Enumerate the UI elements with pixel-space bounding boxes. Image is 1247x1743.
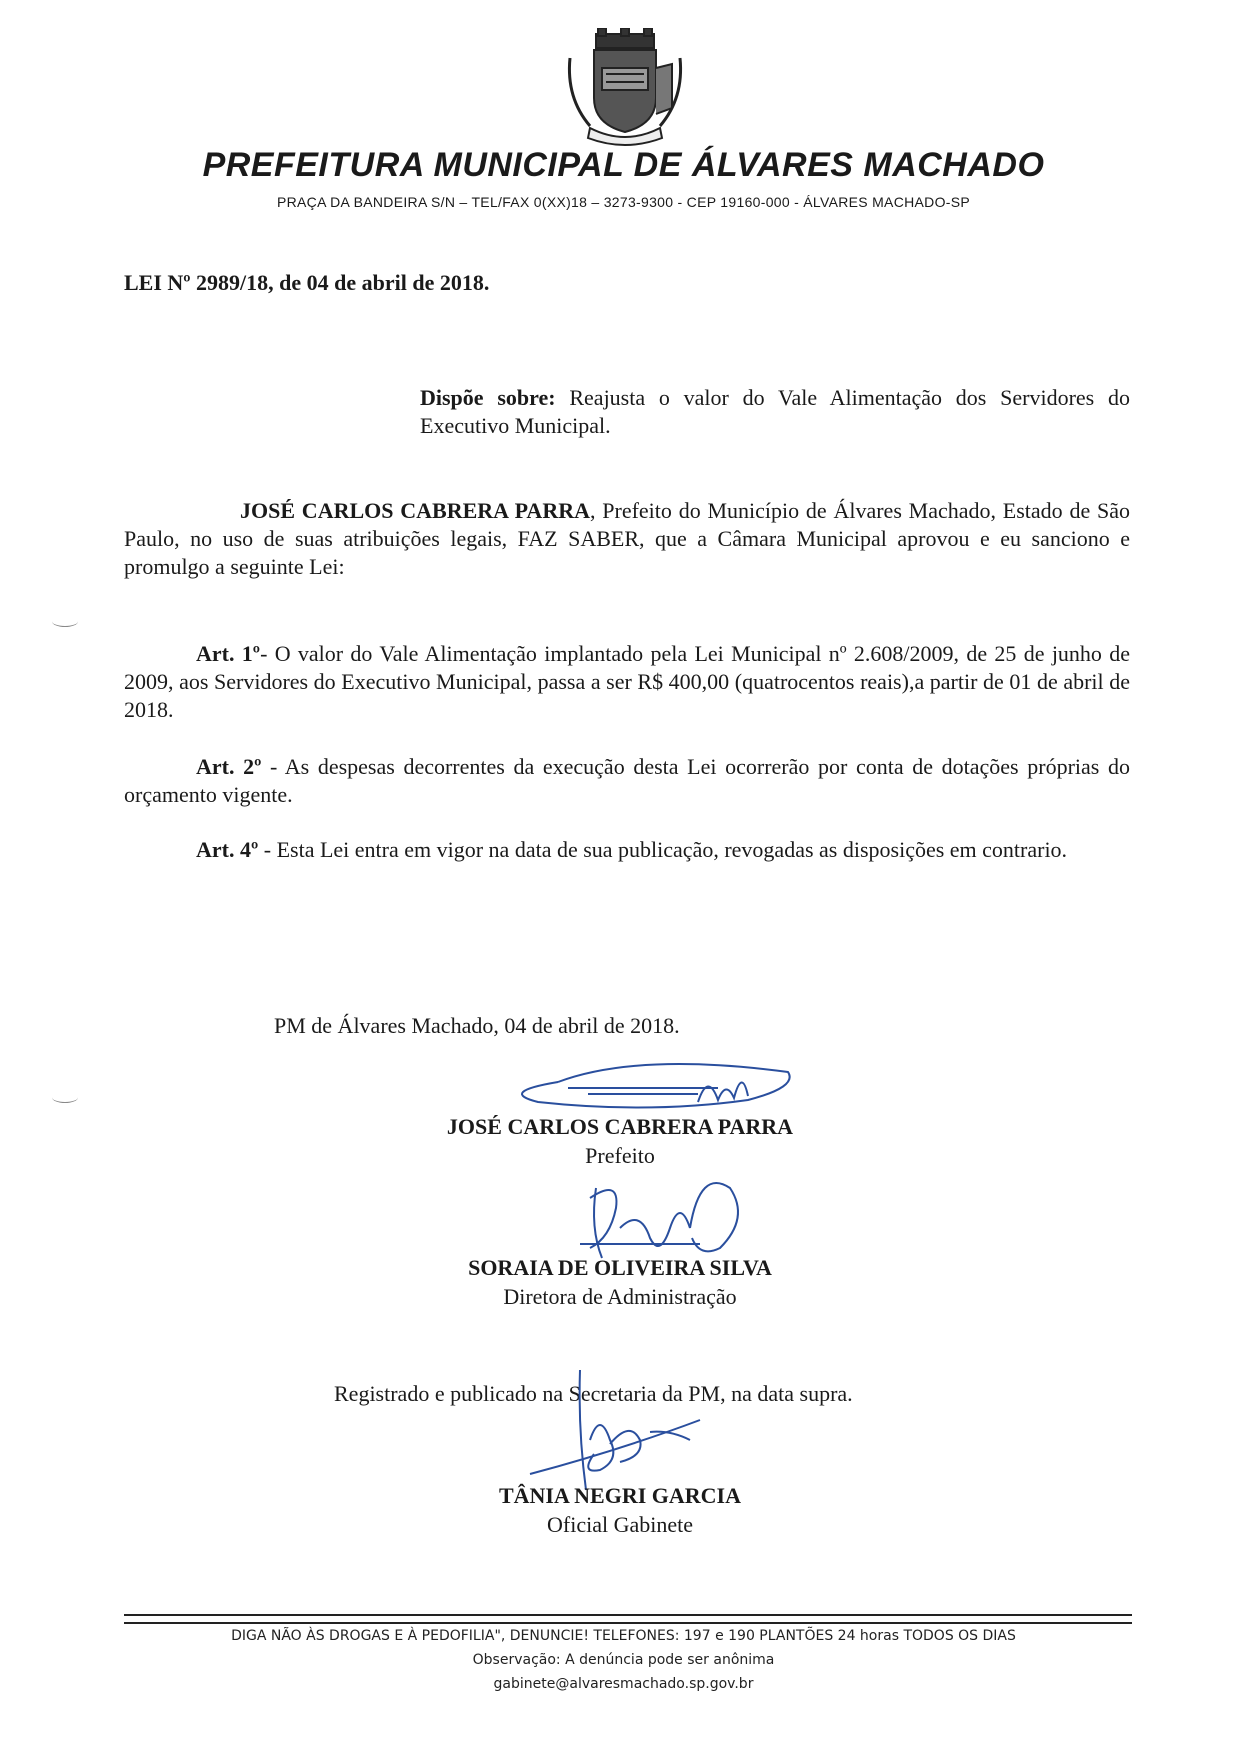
article-2 <box>124 753 1130 809</box>
registro-text: Registrado e publicado na Secretaria da PM, na data supra. <box>334 1381 853 1406</box>
article-1 <box>124 640 1130 724</box>
punch-hole-mark <box>52 616 78 627</box>
article-label: Art. 2º <box>196 754 262 779</box>
municipal-coat-of-arms-icon <box>560 28 690 152</box>
org-title: PREFEITURA MUNICIPAL DE ÁLVARES MACHADO <box>202 146 1045 184</box>
org-address: PRAÇA DA BANDEIRA S/N – TEL/FAX 0(XX)18 – 3273-9300 - CEP 19160-000 - ÁLVARES MACHADO-SP <box>277 194 970 210</box>
preamble-text: , Prefeito do Município de Álvares Machado, Estado de São Paulo, no uso de suas atribuições legais, FAZ SABER, que a Câmara Municipal aprovou e eu sanciono e promulgo a seguinte Lei: <box>124 498 1130 579</box>
article-text: - Esta Lei entra em vigor na data de sua publicação, revogadas as disposições em contrario. <box>258 837 1068 862</box>
article-text: - As despesas decorrentes da execução desta Lei ocorrerão por conta de dotações próprias do orçamento vigente. <box>124 754 1130 807</box>
signatory-role: Oficial Gabinete <box>547 1512 693 1537</box>
footer-email: gabinete@alvaresmachado.sp.gov.br <box>493 1676 754 1692</box>
ementa-text: Reajusta o valor do Vale Alimentação dos Servidores do Executivo Municipal. <box>420 385 1130 438</box>
law-ementa <box>420 384 1130 440</box>
article-4 <box>124 836 1130 864</box>
footer-line-1: DIGA NÃO ÀS DROGAS E À PEDOFILIA", DENUNCIE! TELEFONES: 197 e 190 PLANTÕES 24 horas TODOS OS DIAS <box>231 1628 1016 1644</box>
ementa-label: Dispõe sobre: <box>420 385 556 410</box>
signatory-name: SORAIA DE OLIVEIRA SILVA <box>468 1255 772 1280</box>
signature-mayor-icon <box>498 1052 818 1122</box>
signatory-name: TÂNIA NEGRI GARCIA <box>498 1483 742 1508</box>
place-date: PM de Álvares Machado, 04 de abril de 2018. <box>274 1013 680 1038</box>
preamble-paragraph <box>124 497 1130 581</box>
footer-divider <box>124 1614 1132 1624</box>
footer-line-2: Observação: A denúncia pode ser anônima <box>472 1652 775 1668</box>
law-title: LEI Nº 2989/18, de 04 de abril de 2018. <box>124 270 490 295</box>
signatory-role: Diretora de Administração <box>503 1284 737 1309</box>
mayor-name: JOSÉ CARLOS CABRERA PARRA <box>240 498 590 523</box>
article-label: Art. 1º <box>196 641 261 666</box>
signatory-role: Prefeito <box>585 1143 655 1168</box>
article-label: Art. 4º <box>196 837 259 862</box>
signatory-name: JOSÉ CARLOS CABRERA PARRA <box>446 1114 794 1139</box>
article-text: - O valor do Vale Alimentação implantado pela Lei Municipal nº 2.608/2009, de 25 de junho de 2009, aos Servidores do Executivo Municipal, passa a ser R$ 400,00 (quatrocentos reais),a partir de 01 de abril de 2018. <box>124 641 1130 722</box>
punch-hole-mark <box>52 1092 78 1103</box>
signature-officer-icon <box>520 1370 720 1500</box>
